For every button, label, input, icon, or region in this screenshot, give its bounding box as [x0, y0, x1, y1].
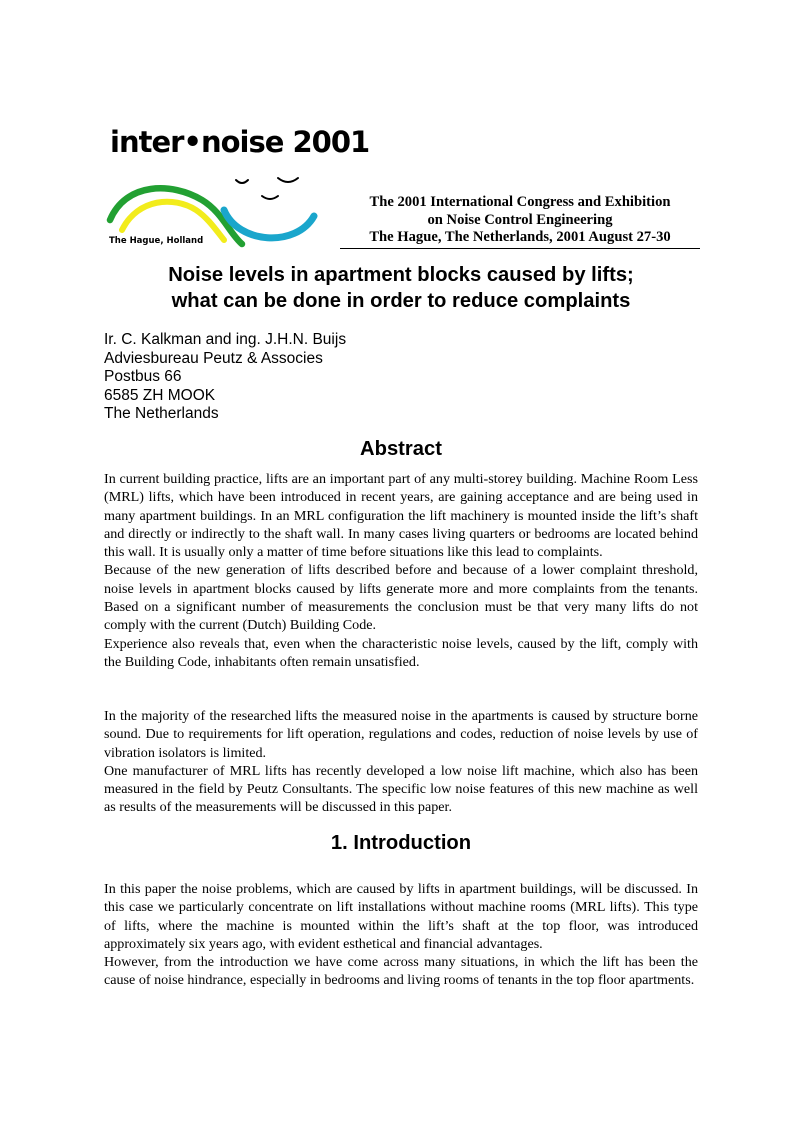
eye-left-icon	[236, 180, 248, 183]
logo-place: The Hague, Holland	[109, 236, 204, 246]
abstract-body-2	[104, 707, 698, 817]
title-line-1: Noise levels in apartment blocks caused by lifts;	[168, 264, 634, 286]
abstract-paragraph: In current building practice, lifts are an important part of any multi-storey building. Machine Room Less (MRL) lifts, which have been introduced in recent years, are gaining acceptance and are being used in many apartment buildings. In an MRL configuration the lift machinery is mounted inside the lift’s shaft and directly or indirectly to the shaft wall. In many cases living quarters or bedrooms are located behind this wall. It is usually only a matter of time before situations like this lead to complaints.	[104, 471, 698, 561]
conference-line-3: The Hague, The Netherlands, 2001 August 27-30	[369, 229, 671, 245]
author-address-2: 6585 ZH MOOK	[104, 386, 216, 404]
introduction-paragraph: However, from the introduction we have come across many situations, in which the lift has been the cause of noise hindrance, especially in bedrooms and living rooms of tenants in the top floor apartments.	[104, 954, 698, 989]
abstract-paragraph: Because of the new generation of lifts described before and because of a lower complaint threshold, noise levels in apartment blocks caused by lifts generate more and more complaints from the tenants. Based on a significant number of measurements the conclusion must be that very many lifts do not comply with the current (Dutch) Building Code.	[104, 562, 698, 634]
author-address-1: Postbus 66	[104, 368, 182, 385]
abstract-paragraph: In the majority of the researched lifts the measured noise in the apartments is caused by structure borne sound. Due to requirements for lift operation, regulations and codes, reduction of noise levels by use of vibration isolators is limited.	[104, 708, 698, 761]
conference-header	[340, 194, 700, 247]
author-affiliation: Adviesbureau Peutz & Associes	[104, 349, 323, 367]
conference-line-1: The 2001 International Congress and Exhibition	[369, 194, 671, 210]
author-country: The Netherlands	[104, 405, 219, 422]
abstract-body-1	[104, 470, 698, 671]
paper-title	[104, 262, 698, 314]
header-rule	[340, 248, 700, 249]
title-line-2: what can be done in order to reduce complaints	[171, 290, 631, 312]
cyan-wave	[224, 210, 314, 238]
introduction-body	[104, 880, 698, 990]
author-names: Ir. C. Kalkman and ing. J.H.N. Buijs	[104, 331, 347, 348]
introduction-heading: 1. Introduction	[330, 832, 472, 854]
abstract-heading: Abstract	[360, 438, 442, 460]
abstract-paragraph: One manufacturer of MRL lifts has recently developed a low noise lift machine, which also has been measured in the field by Peutz Consultants. The specific low noise features of this new machine as well as results of the measurements will be discussed in this paper.	[104, 762, 698, 816]
abstract-paragraph: Experience also reveals that, even when the characteristic noise levels, caused by the lift, comply with the Building Code, inhabitants often remain unsatisfied.	[104, 635, 698, 670]
author-block	[104, 331, 346, 424]
eye-right-icon	[278, 178, 298, 182]
logo-title: inter•noise 2001	[110, 125, 370, 159]
conference-line-2: on Noise Control Engineering	[427, 211, 613, 228]
introduction-paragraph: In this paper the noise problems, which are caused by lifts in apartment buildings, will be discussed. In this case we particularly concentrate on lift installations without machine rooms (MRL lifts). This type of lifts, where the machine is mounted within the lift’s shaft at the top floor, was introduced approximately six years ago, with evident esthetical and financial advantages.	[104, 881, 698, 952]
smile-icon	[262, 196, 278, 199]
